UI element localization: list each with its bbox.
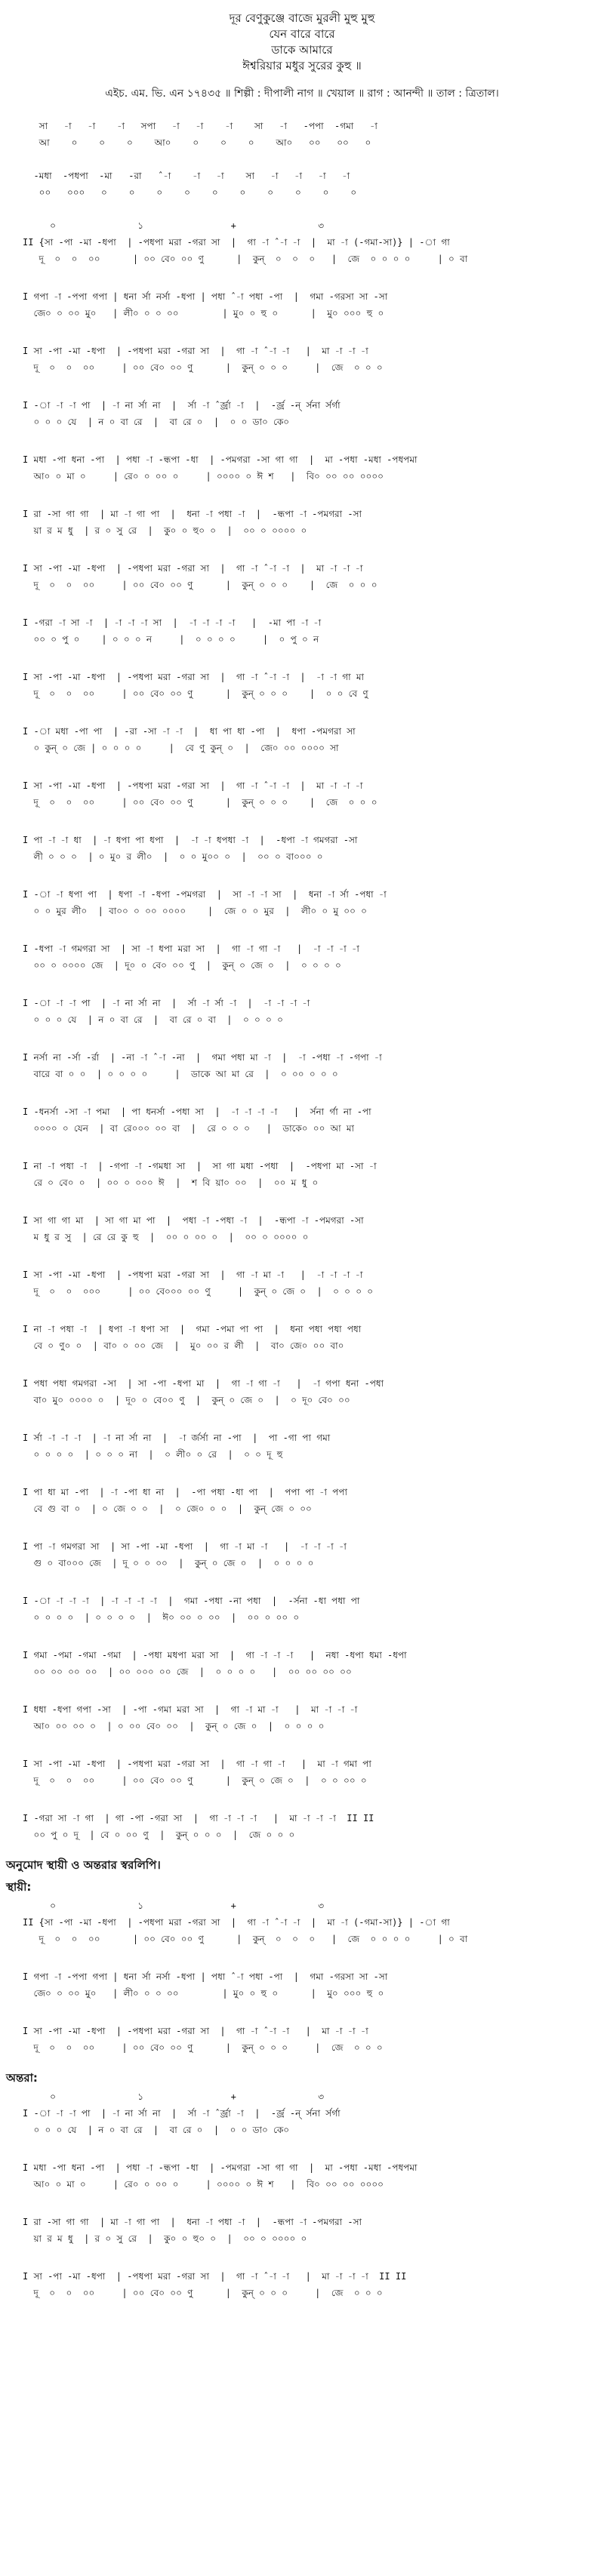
swara-line: I মধা -পা ধনা -পা | পধা -া -ন্ধপা -ধা | -পমগরা -সা গা গা | মা -পধা -মধা -পধপমা [23,454,418,465]
lyric-line: ০ ০ ০ ০ | ০ ০ ০ না | ০ লী০ ০ রে | ০ ০ দূ হু [23,1449,283,1460]
lyric-line: দূ ০ ০ ০০০ | ০০ বে০০০ ০০ ণু | কুন্ ০ জে ০ | ০ ০ ০ ০ [23,1286,374,1297]
notation-block [23,234,559,267]
lyric-line: ০ ০ মুর লী০ | বা০০ ০ ০০ ০০০০ | জে ০ ০ মুর | লী০ ০ মু ০০ ০ [23,906,367,916]
swara-line: I পধা পধা গমগরা -সা | সা -পা -ধপা মা | গা -া গা -া | -া গপা ধনা -পধা [23,1378,384,1389]
swara-line: I সা -পা -মা -ধপা | -পধপা মরা -গরা সা | গা -া ˆ-া -া | মা -া -া -া [23,563,363,574]
notation-block [23,1266,559,1300]
swara-line: I মধা -পা ধনা -পা | পধা -া -ন্ধপা -ধা | -পমগরা -সা গা গা | মা -পধা -মধা -পধপমা [23,2162,418,2173]
sthayi-beats [0,1897,604,1914]
intro-line [23,201,559,217]
swara-line: I -ধনর্সা -সা -া পমা | পা ধনর্সা -পধা সা | -া -া -া -া | র্সনা র্গা না -পা [23,1106,371,1117]
main-notation [0,234,604,1843]
notation-block [23,2105,559,2138]
lyric-line: গু ০ বা০০০ জে | দূ ০ ০ ০০ | কুন্ ০ জে ০ | ০ ০ ০ ০ [23,1558,314,1568]
notation-block [23,886,559,919]
notation-block [23,1593,559,1626]
notation-block [23,777,559,811]
lyric-line: জে০ ০ ০০ মু০ | লী০ ০ ০ ০০ | মু০ ০ হু ০ | মু০ ০০০ হু ০ [23,1988,384,1999]
swara-line: I -গরা সা -া গা | গা -পা -গরা সা | গা -া -া -া | মা -া -া -া II II [23,1813,374,1824]
lyric-line: ম ধু র সু | রে রে কু হু | ০০ ০ ০০ ০ | ০০ ০ ০০০০ ০ [23,1232,309,1242]
intro-line: -মধা -পধপা -মা -রা ˆ-া -া -া সা -া -া -া -া [23,171,350,181]
swara-line: I সা -পা -মা -ধপা | -পধপা মরা -গরা সা | গা -া ˆ-া -া | মা -া -া -া [23,2026,368,2036]
lyric-line: দূ ০ ০ ০০ | ০০ বে০ ০০ ণু | কুন্ ০ ০ ০ | জে ০ ০ ০ [23,797,378,808]
notation-block [23,1701,559,1734]
notation-block [23,1049,559,1082]
antara-notation [0,2105,604,2301]
swara-line: I -ধপা -া গমগরা সা | সা -া ধপা মরা সা | গা -া গা -া | -া -া -া -া [23,943,359,954]
notation-block [23,343,559,376]
lyric-line: আ০ ০০ ০০ ০ | ০ ০০ বে০ ০০ | কুন্ ০ জে ০ | ০ ০ ০ ০ [23,1721,325,1731]
lyric-line: বে গু বা ০ | ০ জে ০ ০ | ০ জে০ ০ ০ | কুন্ জে ০ ০০ [23,1503,312,1514]
swara-line: I -া -া -া পা | -া না র্সা না | র্সা -া ˆর্জ্রা -া | -র্জ্র -ন্ র্সনা র্সর্গা [23,2108,341,2119]
lyric-line: ০ ০ ০ ০ | ০ ০ ০ ০ | ঈ০ ০০ ০ ০০ | ০০ ০ ০০ ০ [23,1612,300,1623]
notation-block [23,1538,559,1571]
intro-line: ০০ ০০০ ০ ০ ০ ০ ০ ০ ০ ০ ০ ০ [23,187,357,198]
header-line-1: দূর বেণুকুঞ্জে বাজে মুরলী মুহু মুহু [229,11,375,25]
lyric-line: য়া র ম ধু | র ০ সু রে | কু০ ০ হু০ ০ | ০০ ০ ০০০০ ০ [23,525,307,536]
notation-block [23,1484,559,1517]
notation-block [23,451,559,485]
swara-line: I ধধা -ধপা গপা -সা | -পা -গমা মরা সা | গা -া মা -া | মা -া -া -া [23,1704,358,1715]
antara-label: অন্তরা: [6,2071,38,2085]
swara-line: II {সা -পা -মা -ধপা | -পধপা মরা -গরা সা | গা -া ˆ-া -া | মা -া (-গমা-সা)} | -া গা [23,237,450,248]
swara-line: I সা -পা -মা -ধপা | -পধপা মরা -গরা সা | গা -া মা -া | -া -া -া -া [23,1270,363,1280]
notation-block [23,397,559,430]
lyric-line: রে ০ বে০ ০ | ০০ ০ ০০০ ঈ | শ বি য়া০ ০০ | ০০ ম ধু ০ [23,1177,319,1188]
notation-block [23,1810,559,1843]
notation-block [23,2214,559,2247]
note-title: অনুমোদ স্থায়ী ও অন্তরার স্বরলিপি। [6,1858,161,1872]
lyric-line: ০০ ০০ ০০ ০০ | ০০ ০০০ ০০ জে | ০ ০ ০ ০ | ০০ ০০ ০০ ০০ [23,1667,352,1677]
intro-line: ০ ১ + ৩ [23,220,325,231]
notation-block [23,940,559,974]
swara-line: I না -া পধা -া | -গপা -া -গমধা সা | সা গা মধা -পধা | -পধপা মা -সা -া [23,1161,377,1171]
swara-line: I -া -া -া পা | -া না র্সা না | র্সা -া র্সা -া | -া -া -া -া [23,998,310,1008]
swara-line: I র্সা -া -া -া | -া না র্সা না | -া র্জর্সা না -পা | পা -গা পা গমা [23,1433,331,1443]
swara-line: I নর্সা না -র্সা -র্রা | -না -া ˆ-া -না | গমা পধা মা -া | -া -পধা -া -গপা -া [23,1052,382,1063]
swara-line: I সা -পা -মা -ধপা | -পধপা মরা -গরা সা | গা -া ˆ-া -া | মা -া -া -া [23,780,363,791]
notation-block [23,1968,559,2002]
lyric-line: ০০ ০ ০০০০ জে | দূ০ ০ বে০ ০০ ণু | কুন্ ০ জে ০ | ০ ০ ০ ০ [23,960,341,971]
notation-block [23,1212,559,1245]
notation-block [23,723,559,756]
notation-block [23,2159,559,2193]
swara-line: I পা -া -া ধা | -া ধপা পা ধপা | -া -া ধপধা -া | -ধপা -া গমগরা -সা [23,835,358,845]
notation-block [23,1430,559,1463]
swara-line: I সা -পা -মা -ধপা | -পধপা মরা -গরা সা | গা -া ˆ-া -া | মা -া -া -া II II [23,2271,407,2282]
notation-block [23,1103,559,1137]
lyric-line: দূ ০ ০ ০০ | ০০ বে০ ০০ ণু | কুন্ ০ ০ ০ | জে ০ ০ ০ ০ | ০ বা [23,1934,468,1944]
intro-line [23,151,559,168]
lyric-line: য়া র ম ধু | র ০ সু রে | কু০ ০ হু০ ০ | ০০ ০ ০০০০ ০ [23,2233,307,2244]
intro-line: আ ০ ০ ০ আ০ ০ ০ ০ আ০ ০০ ০০ ০ [23,137,371,148]
swara-line: I গমা -পমা -গমা -গমা | -পধা মধপা মরা সা | গা -া -া -া | নধা -ধপা ধমা -ধপা [23,1650,407,1660]
swara-line: I -া -া -া পা | -া না র্সা না | র্সা -া ˆর্জ্রা -া | -র্জ্র -ন্ র্সনা র্সর্গা [23,400,341,411]
swara-line: I -া মধা -পা পা | -রা -সা -া -া | ধা পা ধা -পা | ধপা -পমগরা সা [23,726,356,737]
beat-markers: ০ ১ + ৩ [23,1900,325,1911]
header-line-4: ঈশ্বরিয়ার মধুর সুরের কুহু ॥ [242,59,362,72]
notation-block [23,2268,559,2301]
swara-line: I সা গা গা মা | সা গা মা পা | পধা -া -পধা -া | -ন্ধপা -া -পমগরা -সা [23,1215,364,1226]
notation-block [23,614,559,648]
swara-line: I -া -া -া -া | -া -া -া -া | গমা -পধা -না পধা | -র্সনা -ধা পধা পা [23,1596,360,1606]
swara-line: I গপা -া -পপা গপা | ধনা র্সা নর্সা -ধপা | পধা ˆ-া পধা -পা | গমা -গরসা সা -সা [23,291,388,302]
swara-line: I রা -সা গা গা | মা -া গা পা | ধনা -া পধা -া | -ন্ধপা -া -পমগরা -সা [23,509,362,519]
song-header [0,0,604,74]
lyric-line: দূ ০ ০ ০০ | ০০ বে০ ০০ ণু | কুন্ ০ ০ ০ | জে ০ ০ ০ ০ | ০ বা [23,254,468,264]
notation-block [23,2023,559,2056]
notation-block [23,1756,559,1789]
notation-block [23,669,559,702]
lyric-line: ০ কুন্ ০ জে | ০ ০ ০ ০ | বে ণু কুন্ ০ | জে০ ০০ ০০০০ সা [23,743,339,753]
sthayi-notation [0,1914,604,2056]
lyric-line: ০ ০ ০ যে | ন ০ বা রে | বা রে ০ বা | ০ ০ ০ ০ [23,1014,283,1025]
intro-notation [0,118,604,234]
lyric-line: ০ ০ ০ যে | ন ০ বা রে | বা রে ০ | ০ ০ ডা০ কে০ [23,2125,290,2135]
lyric-line: দূ ০ ০ ০০ | ০০ বে০ ০০ ণু | কুন্ ০ ০ ০ | জে ০ ০ ০ [23,362,383,373]
lyric-line: ০ ০ ০ যে | ন ০ বা রে | বা রে ০ | ০ ০ ডা০ কে০ [23,417,290,427]
swara-line: I পা ধা মা -পা | -া -পা ধা না | -পা পধা -ধা পা | পপা পা -া পপা [23,1487,347,1497]
song-meta: এইচ. এম. ভি. এন ১৭৪৩৫ ॥ শিল্পী : দীপালী নাগ ॥ খেয়াল ॥ রাগ : আনন্দী ॥ তাল : ত্রিতাল। [105,88,499,100]
header-line-3: ডাকে আমারে [271,43,333,57]
swara-line: II {সা -পা -মা -ধপা | -পধপা মরা -গরা সা | গা -া ˆ-া -া | মা -া (-গমা-সা)} | -া গা [23,1917,450,1928]
lyric-line: জে০ ০ ০০ মু০ | লী০ ০ ০ ০০ | মু০ ০ হু ০ | মু০ ০০০ হু ০ [23,308,384,319]
lyric-line: লী ০ ০ ০ | ০ মু০ র লী০ | ০ ০ মু০০ ০ | ০০ ০ বা০০০ ০ [23,851,323,862]
notation-block [23,288,559,322]
notation-block [23,1321,559,1354]
lyric-line: ০০ পু ০ দূ | বে ০ ০০ ণু | কুন্ ০ ০ ০ | জে ০ ০ ০ [23,1830,295,1840]
notation-block [23,1914,559,1947]
notation-block [23,1647,559,1680]
swara-line: I পা -া গমগরা সা | সা -পা -মা -ধপা | গা -া মা -া | -া -া -া -া [23,1541,347,1552]
notation-block [23,506,559,539]
lyric-line: বে ০ ণু০ ০ | বা০ ০ ০০ জে | মু০ ০০ র লী | বা০ জে০ ০০ বা০ [23,1340,344,1351]
lyric-line: ০০ ০ পু ০ | ০ ০ ০ ন | ০ ০ ০ ০ | ০ পু ০ ন [23,634,319,645]
notation-block [23,560,559,593]
notation-block [23,995,559,1028]
beat-markers: ০ ১ + ৩ [23,2091,325,2102]
lyric-line: আ০ ০ মা ০ | রে০ ০ ০০ ০ | ০০০০ ০ ঈ শ | বি০ ০০ ০০ ০০০০ [23,2179,384,2190]
lyric-line: ০০০০ ০ যেন | বা রে০০০ ০০ বা | রে ০ ০ ০ | ডাকে০ ০০ আ মা [23,1123,354,1134]
swara-line: I রা -সা গা গা | মা -া গা পা | ধনা -া পধা -া | -ন্ধপা -া -পমগরা -সা [23,2217,362,2227]
notation-block [23,1375,559,1408]
sthayi-label: স্থায়ী: [6,1880,32,1894]
swara-line: I -গরা -া সা -া | -া -া -া সা | -া -া -া -া | -মা পা -া -া [23,617,322,628]
lyric-line: দূ ০ ০ ০০ | ০০ বে০ ০০ ণু | কুন্ ০ ০ ০ | জে ০ ০ ০ [23,2288,383,2298]
notation-block [23,832,559,865]
antara-beats [0,2088,604,2105]
lyric-line: দূ ০ ০ ০০ | ০০ বে০ ০০ ণু | কুন্ ০ ০ ০ | ০ ০ বে ণু [23,688,368,699]
header-line-2: যেন বারে বারে [269,27,335,41]
swara-line: I সা -পা -মা -ধপা | -পধপা মরা -গরা সা | গা -া গা -া | মা -া গমা পা [23,1759,371,1769]
intro-line: সা -া -া -া সপা -া -া -া সা -া -পপা -গমা -া [23,121,378,131]
swara-line: I সা -পা -মা -ধপা | -পধপা মরা -গরা সা | গা -া ˆ-া -া | মা -া -া -া [23,346,368,356]
lyric-line: দূ ০ ০ ০০ | ০০ বে০ ০০ ণু | কুন্ ০ ০ ০ | জে ০ ০ ০ [23,2042,383,2053]
lyric-line: আ০ ০ মা ০ | রে০ ০ ০০ ০ | ০০০০ ০ ঈ শ | বি০ ০০ ০০ ০০০০ [23,471,384,482]
lyric-line: বারে বা ০ ০ | ০ ০ ০ ০ | ডাকে আ মা রে | ০ ০০ ০ ০ ০ [23,1069,338,1079]
swara-line: I সা -পা -মা -ধপা | -পধপা মরা -গরা সা | গা -া ˆ-া -া | -া -া গা মা [23,672,364,682]
swara-line: I না -া পধা -া | ধপা -া ধপা সা | গমা -পমা পা পা | ধনা পধা পধা পধা [23,1324,362,1334]
lyric-line: দূ ০ ০ ০০ | ০০ বে০ ০০ ণু | কুন্ ০ ০ ০ | জে ০ ০ ০ [23,580,378,590]
lyric-line: দূ ০ ০ ০০ | ০০ বে০ ০০ ণু | কুন্ ০ জে ০ | ০ ০ ০০ ০ [23,1775,367,1786]
lyric-line: বা০ মু০ ০০০০ ০ | দূ০ ০ বে০০ ণু | কুন্ ০ জে ০ | ০ দূ০ বে০ ০০ [23,1395,350,1405]
swara-line: I -া -া ধপা পা | ধপা -া -ধপা -পমগরা | সা -া -া সা | ধনা -া র্সা -পধা -া [23,889,387,900]
notation-block [23,1158,559,1191]
swara-line: I গপা -া -পপা গপা | ধনা র্সা নর্সা -ধপা | পধা ˆ-া পধা -পা | গমা -গরসা সা -সা [23,1971,388,1982]
